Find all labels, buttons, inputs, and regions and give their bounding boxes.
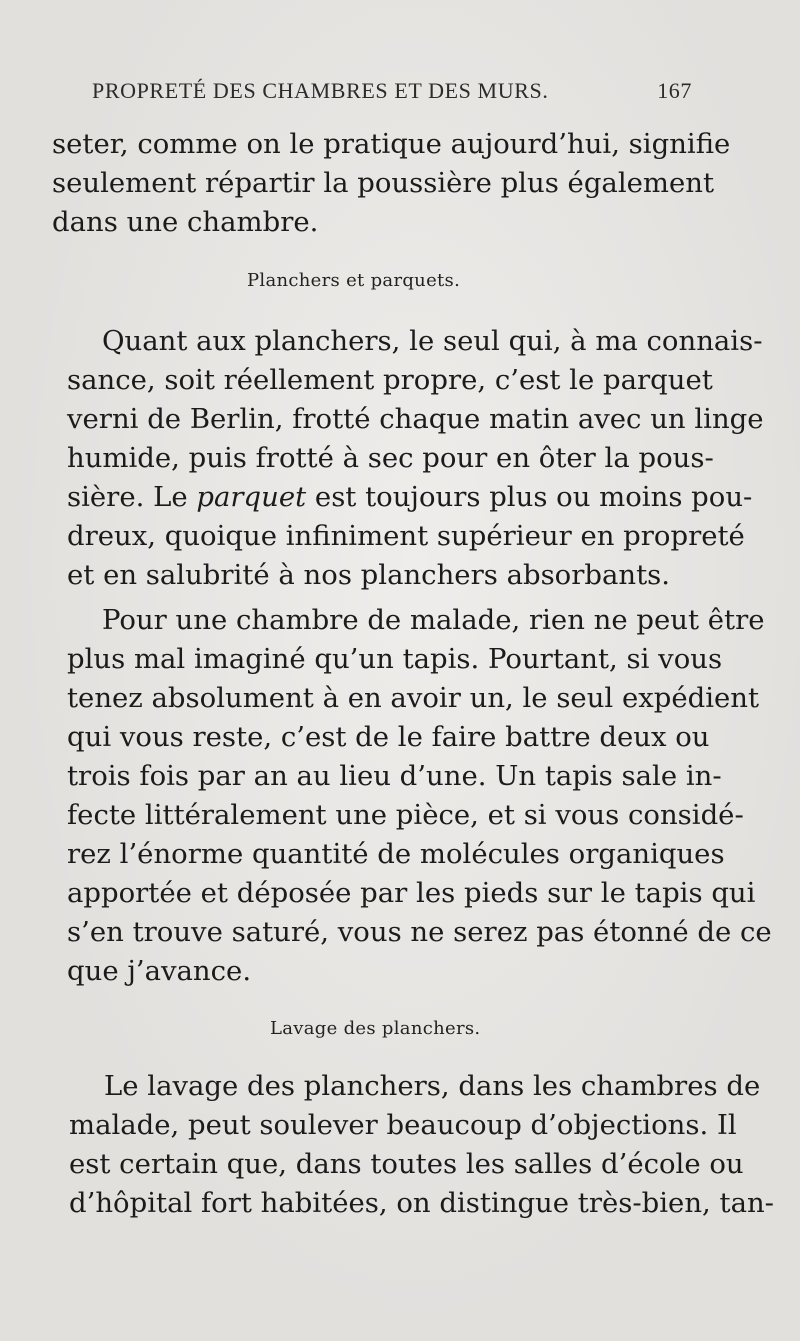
section-heading-lavage: Lavage des planchers.	[270, 1018, 481, 1039]
text-line: Le lavage des planchers, dans les chambres de	[104, 1070, 761, 1102]
section-heading-planchers: Planchers et parquets.	[247, 270, 461, 291]
text-line: Pour une chambre de malade, rien ne peut être	[102, 604, 765, 636]
text-line: dreux, quoique infiniment supérieur en propreté	[67, 520, 745, 552]
text-fragment: est toujours plus ou moins pou-	[306, 481, 753, 513]
text-line: qui vous reste, c’est de le faire battre deux ou	[67, 721, 710, 753]
text-line: et en salubrité à nos planchers absorbants.	[67, 559, 670, 591]
text-line: est certain que, dans toutes les salles d’école ou	[69, 1148, 744, 1180]
text-line: malade, peut soulever beaucoup d’objections. Il	[69, 1109, 737, 1141]
text-fragment: sière. Le	[67, 481, 197, 513]
text-line: d’hôpital fort habitées, on distingue très-bien, tan-	[69, 1187, 774, 1219]
text-line: tenez absolument à en avoir un, le seul expédient	[67, 682, 760, 714]
text-line: humide, puis frotté à sec pour en ôter la pous-	[67, 442, 714, 474]
italic-word: parquet	[196, 481, 307, 513]
text-line: verni de Berlin, frotté chaque matin avec un linge	[67, 403, 764, 435]
text-line: fecte littéralement une pièce, et si vous considé-	[67, 799, 744, 831]
text-line: trois fois par an au lieu d’une. Un tapis sale in-	[67, 760, 722, 792]
text-line: seulement répartir la poussière plus également	[52, 167, 715, 199]
text-line: apportée et déposée par les pieds sur le tapis qui	[67, 877, 756, 909]
text-line: Quant aux planchers, le seul qui, à ma connais-	[102, 325, 763, 357]
text-line: sance, soit réellement propre, c’est le parquet	[67, 364, 713, 396]
running-header-title: PROPRETÉ DES CHAMBRES ET DES MURS.	[92, 78, 549, 103]
text-line: plus mal imaginé qu’un tapis. Pourtant, si vous	[67, 643, 723, 675]
text-line: dans une chambre.	[52, 206, 319, 238]
page-number: 167	[657, 78, 692, 103]
text-line: seter, comme on le pratique aujourd’hui, signifie	[52, 128, 731, 160]
text-line: s’en trouve saturé, vous ne serez pas étonné de ce	[67, 916, 772, 948]
text-line: que j’avance.	[67, 955, 252, 987]
text-line: rez l’énorme quantité de molécules organiques	[67, 838, 725, 870]
text-line	[67, 477, 753, 517]
